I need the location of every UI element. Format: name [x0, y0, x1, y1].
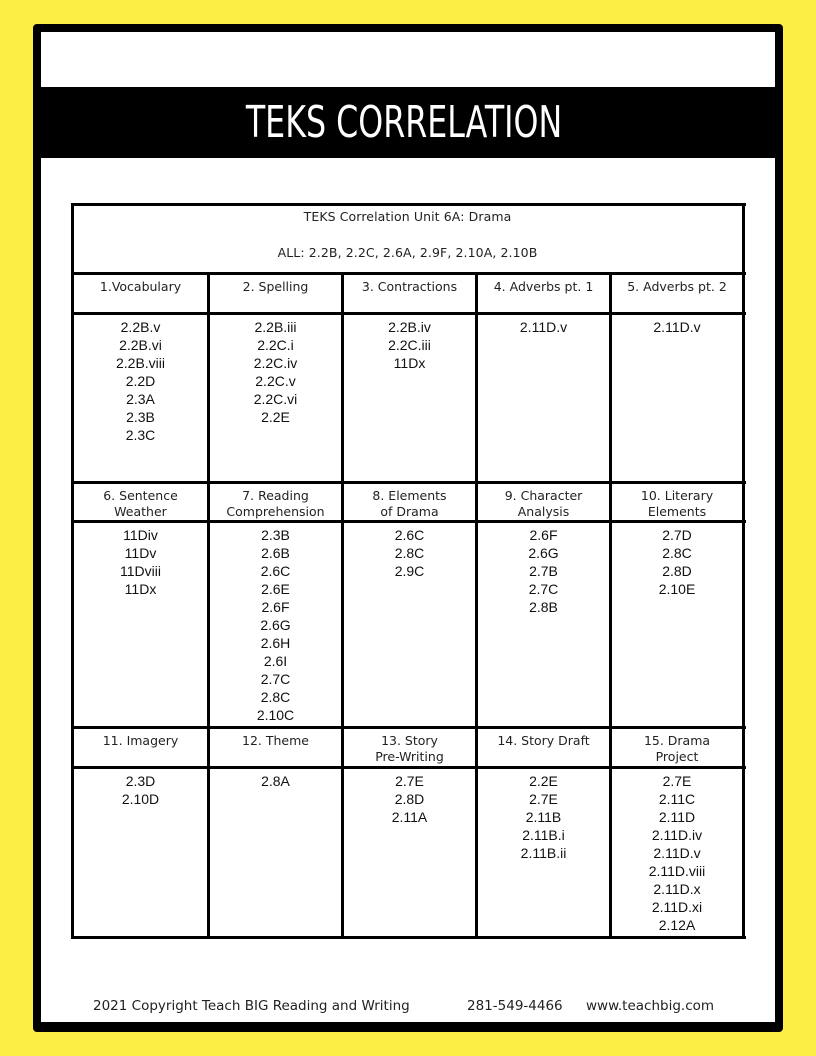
standard-code: 2.11B.ii: [520, 845, 567, 861]
standard-code: 11Dv: [124, 545, 157, 561]
standard-code: 2.7D: [662, 527, 692, 543]
lesson-standards: [612, 523, 742, 726]
lesson-title: [478, 275, 609, 312]
lesson-title: [210, 275, 341, 312]
standard-code: 2.10C: [256, 707, 295, 723]
lesson-standards: [478, 315, 609, 481]
standard-code: 2.11C: [658, 791, 696, 807]
footer-phone: 281-549-4466: [467, 998, 563, 1014]
standard-code: 2.6G: [260, 617, 291, 633]
footer-website[interactable]: www.teachbig.com: [586, 998, 715, 1014]
standard-code: 2.2C.iii: [388, 337, 431, 353]
lesson-title-line: Weather: [114, 504, 167, 519]
lesson-title: [74, 729, 207, 766]
lesson-title: [612, 275, 742, 312]
standard-code: 2.10D: [121, 791, 160, 807]
standard-code: 2.2B.vi: [119, 337, 162, 353]
lesson-title-line: 5. Adverbs pt. 2: [627, 279, 727, 294]
lesson-standards: [210, 315, 341, 481]
standard-code: 2.2C.i: [257, 337, 294, 353]
lesson-title-line: 4. Adverbs pt. 1: [493, 279, 594, 294]
lesson-title: [478, 484, 609, 520]
standard-code: 2.11A: [391, 809, 428, 825]
standard-code: 2.11D.iv: [651, 827, 703, 843]
standard-code: 11Dx: [124, 581, 157, 597]
lesson-title-line: 3. Contractions: [361, 279, 458, 294]
standard-code: 2.8A: [261, 773, 290, 789]
standard-code: 2.6C: [394, 527, 425, 543]
standard-code: 2.11D.xi: [651, 899, 703, 915]
table-horizontal-rule: [72, 203, 746, 206]
lesson-title-line: 11. Imagery: [102, 733, 179, 748]
lesson-standards: [344, 769, 475, 936]
standard-code: 2.6C: [260, 563, 291, 579]
lesson-standards: [344, 315, 475, 481]
lesson-standards: [478, 769, 609, 936]
table-horizontal-rule: [72, 936, 746, 939]
standard-code: 2.2B.iii: [254, 319, 297, 335]
standard-code: 2.6H: [260, 635, 291, 651]
lesson-title: [344, 484, 475, 520]
standard-code: 2.12A: [658, 917, 696, 933]
all-standards: ALL: 2.2B, 2.2C, 2.6A, 2.9F, 2.10A, 2.10B: [277, 245, 538, 260]
lesson-standards: [478, 523, 609, 726]
lesson-title-line: 9. Character: [504, 488, 583, 503]
lesson-title: [74, 484, 207, 520]
lesson-standards: [74, 315, 207, 481]
standard-code: 2.10E: [658, 581, 696, 597]
lesson-title-line: 7. Reading: [242, 488, 309, 503]
standard-code: 2.9C: [394, 563, 425, 579]
lesson-title: [344, 729, 475, 766]
table-vertical-rule: [742, 203, 745, 939]
lesson-title-line: 13. Story: [381, 733, 438, 748]
standard-code: 2.6F: [529, 527, 558, 543]
standard-code: 2.6F: [261, 599, 290, 615]
lesson-title-line: of Drama: [380, 504, 439, 519]
standard-code: 2.7E: [529, 791, 558, 807]
standard-code: 2.8D: [394, 791, 425, 807]
lesson-standards: [74, 523, 207, 726]
standard-code: 2.11D.v: [653, 319, 701, 335]
page-title: TEKS CORRELATION: [245, 97, 563, 148]
standard-code: 2.8C: [662, 545, 692, 561]
footer-copyright: 2021 Copyright Teach BIG Reading and Writing: [93, 998, 410, 1014]
standard-code: 2.7C: [528, 581, 559, 597]
standard-code: 2.11D.v: [519, 319, 568, 335]
standard-code: 2.3B: [126, 409, 155, 425]
standard-code: 2.2C.v: [255, 373, 296, 389]
standard-code: 2.2C.iv: [253, 355, 298, 371]
title-bar: [33, 87, 775, 158]
standard-code: 2.11B.i: [522, 827, 565, 843]
standard-code: 2.3A: [126, 391, 155, 407]
standard-code: 2.11D.v: [653, 845, 701, 861]
standard-code: 2.11B: [525, 809, 562, 825]
standard-code: 2.8C: [394, 545, 425, 561]
standard-code: 2.7B: [529, 563, 558, 579]
standard-code: 2.8B: [529, 599, 558, 615]
standard-code: 11Dx: [393, 355, 426, 371]
lesson-title-line: Elements: [647, 504, 707, 519]
standard-code: 2.2B.viii: [115, 355, 166, 371]
lesson-title: [74, 275, 207, 312]
standard-code: 2.7E: [395, 773, 424, 789]
standard-code: 11Dviii: [120, 563, 161, 579]
lesson-standards: [344, 523, 475, 726]
standard-code: 2.3C: [125, 427, 156, 443]
lesson-title: [612, 729, 742, 766]
lesson-standards: [612, 315, 742, 481]
lesson-title-line: 12. Theme: [242, 733, 309, 748]
standard-code: 2.2B.iv: [388, 319, 431, 335]
standard-code: 2.7E: [662, 773, 692, 789]
lesson-title-line: 1.Vocabulary: [99, 279, 182, 294]
lesson-title-line: Pre-Writing: [375, 749, 444, 764]
lesson-title-line: 14. Story Draft: [497, 733, 590, 748]
standard-code: 2.6G: [528, 545, 559, 561]
lesson-standards: [210, 523, 341, 726]
standard-code: 2.7C: [260, 671, 291, 687]
standard-code: 2.8C: [260, 689, 291, 705]
standard-code: 2.11D: [658, 809, 696, 825]
standard-code: 2.2E: [529, 773, 558, 789]
lesson-title-line: Comprehension: [226, 504, 325, 519]
standard-code: 2.2E: [261, 409, 290, 425]
standard-code: 2.2C.vi: [253, 391, 298, 407]
lesson-title-line: 10. Literary: [640, 488, 714, 503]
lesson-title-line: 15. Drama: [643, 733, 711, 748]
lesson-title: [478, 729, 609, 766]
standard-code: 2.2B.v: [120, 319, 161, 335]
lesson-title-line: 8. Elements: [372, 488, 447, 503]
lesson-standards: [74, 769, 207, 936]
lesson-standards: [210, 769, 341, 936]
standard-code: 2.6E: [261, 581, 290, 597]
standard-code: 2.3D: [125, 773, 156, 789]
lesson-title: [210, 729, 341, 766]
standard-code: 2.6I: [263, 653, 288, 669]
lesson-title: [612, 484, 742, 520]
lesson-title-line: Project: [655, 749, 699, 764]
standard-code: 11Div: [123, 527, 158, 543]
standard-code: 2.11D.x: [653, 881, 701, 897]
footer: [41, 998, 775, 1018]
table-caption: TEKS Correlation Unit 6A: Drama: [303, 209, 512, 224]
standard-code: 2.2D: [125, 373, 156, 389]
standard-code: 2.6B: [261, 545, 290, 561]
standard-code: 2.8D: [662, 563, 692, 579]
lesson-title-line: 6. Sentence: [103, 488, 178, 503]
standard-code: 2.3B: [261, 527, 290, 543]
lesson-standards: [612, 769, 742, 936]
lesson-title-line: Analysis: [517, 504, 570, 519]
standard-code: 2.11D.viii: [648, 863, 706, 879]
lesson-title: [210, 484, 341, 520]
lesson-title-line: 2. Spelling: [242, 279, 309, 294]
lesson-title: [344, 275, 475, 312]
